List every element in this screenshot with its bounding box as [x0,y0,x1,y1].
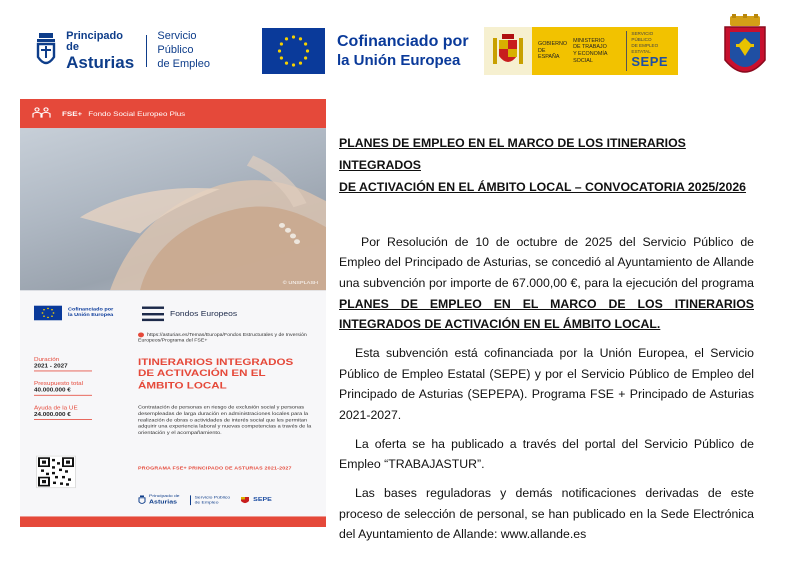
poster-bar-fse: FSE+ [62,109,83,118]
fact-value: 40.000.000 € [34,388,92,396]
fondos-label: Fondos Europeos [170,309,238,318]
principado-line2: Asturias [66,52,135,72]
fact-label: Duración [34,356,60,363]
poster-description: Contratación de personas en riesgo de exclusión social y personas desempleadas de larga duración en administraciones locales para la realización de obras o actividades de interés social que les permitan adquirir una experiencia laboral y nuevas competencias a través de la orientación y el acompañamiento. [138,405,312,436]
poster-bar-label: Fondo Social Europeo Plus [88,109,186,118]
eu-cofinanced-logo [262,28,472,74]
poster-top-bar [20,99,326,128]
service-line1: Servicio Público [157,30,197,57]
sepe-wordmark: SEPE [631,54,669,70]
eu-flag-icon [262,28,325,74]
logo-divider [146,35,147,67]
paragraph-resolution-text: Por Resolución de 10 de octubre de 2025 del Servicio Público de Empleo del Principado de Asturias, se concedió al Ayuntamiento de Allande una subvención por importe de 67.000,00 €, para la ejecución del programa [339,234,754,290]
gobierno-line1: GOBIERNO [538,40,568,47]
fact-item [34,357,124,372]
poster-url [138,332,318,344]
poster-eu-line2: la Unión Europea [68,312,114,318]
allande-coat-of-arms-icon [722,14,768,82]
asturias-crown-icon [33,32,58,70]
gobierno-line2: DE ESPAÑA [538,47,560,61]
ministerio-line2: DE TRABAJO [573,44,607,51]
footer-service-logo [190,495,231,505]
gobierno-espana-sepe-logo [484,27,678,75]
program-name-emphasis: PLANES DE EMPLEO EN EL MARCO DE LOS ITINERARIOS INTEGRADOS DE ACTIVACIÓN EN EL ÁMBITO LOCAL. [339,296,754,332]
fact-label: Presupuesto total [34,381,84,387]
header-logos [0,0,800,90]
ministerio-line3: Y ECONOMÍA SOCIAL [573,51,608,64]
spain-coat-of-arms-icon [484,27,532,75]
poster-headline [138,357,318,392]
paragraph-cofinancing: Esta subvención está cofinanciada por la Unión Europea, el Servicio Público de Empleo Estatal (SEPE) y por el Servicio Público de Empleo del Principado de Asturias (SEPEPA). Programa FSE + Principado de Asturias 2021-2027. [339,345,754,422]
footer-crown-icon [138,495,146,505]
fact-value: 2021 - 2027 [34,363,92,371]
fse-poster [20,99,326,527]
footer-principado-line1: Principado de [149,493,180,499]
ministerio-line1: MINISTERIO [573,37,605,44]
fondos-stripes-icon [142,307,164,322]
fact-item [34,381,124,396]
principado-asturias-logo [33,30,233,72]
paragraph-resolution [339,232,754,335]
footer-principado-line2: Asturias [149,499,178,505]
footer-service-line1: Servicio Público [194,495,231,500]
headline-line3: ÁMBITO LOCAL [138,380,227,391]
eu-line1: Cofinanciado por [337,33,469,51]
headline-line2: DE ACTIVACIÓN EN EL [138,368,266,380]
people-icon [32,107,52,121]
link-icon [138,332,144,337]
hands-photo [20,128,326,290]
eu-line2: la Unión Europea [337,51,461,69]
fact-value: 24.000.000 € [34,412,92,420]
service-line2: de Empleo [157,57,210,70]
fondos-europeos-logo [142,307,237,322]
announcement-title [339,133,754,199]
headline-line1: ITINERARIOS INTEGRADOS [138,356,294,368]
principado-line1: Principado de [66,29,123,54]
title-line2: DE ACTIVACIÓN EN EL ÁMBITO LOCAL – CONVOCATORIA 2025/2026 [339,179,747,194]
poster-bottom-bar [20,516,326,527]
footer-service-line2: de Empleo [194,499,219,505]
sepe-small-line2: DE EMPLEO ESTATAL [631,42,659,54]
qr-code-icon [36,456,76,488]
poster-url-text: https://asturias.es/Temas/Europa/Fondos Estructurales y de Inversión Europeos/Programa del FSE+ [138,332,307,344]
poster-facts [34,357,124,430]
paragraph-bases: Las bases reguladoras y demás notificaciones derivadas de este proceso de selección de personal, se han publicado en la Sede Electrónica del Ayuntamiento de Allande: www.allande.es [339,485,754,542]
fact-label: Ayuda de la UE [34,405,78,412]
footer-sepe: SEPE [253,497,272,503]
footer-principado-logo [138,495,180,506]
mini-eu-flag-icon [34,306,62,321]
poster-eu-logo [34,306,113,321]
fact-item [34,405,124,420]
announcement-text [339,133,754,545]
photo-credit: © UNSPLASH [282,280,318,286]
paragraph-offer: La oferta se ha publicado a través del portal del Servicio Público de Empleo “TRABAJASTUR”. [339,436,754,472]
footer-spain-arms-icon [240,495,250,505]
poster-footer-logos [138,495,318,506]
title-line1: PLANES DE EMPLEO EN EL MARCO DE LOS ITINERARIOS INTEGRADOS [339,136,686,172]
sepe-small-line1: SERVICIO PÚBLICO [631,31,654,43]
footer-sepe-logo [240,495,272,505]
poster-eu-line1: Cofinanciado por [68,307,114,313]
poster-program: PROGRAMA FSE+ PRINCIPADO DE ASTURIAS 2021-2027 [138,466,292,472]
